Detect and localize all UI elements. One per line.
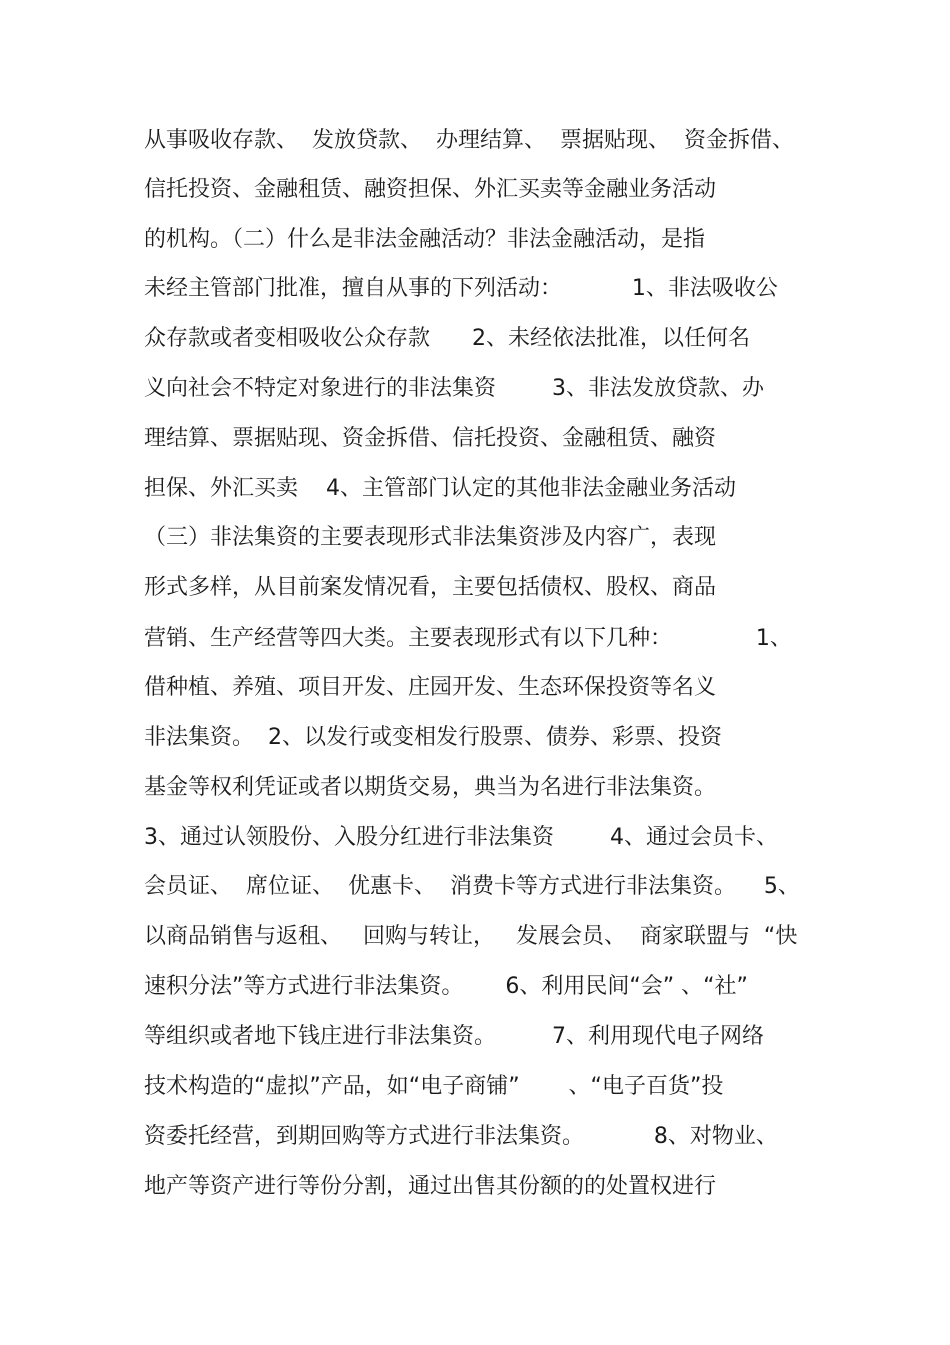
text-line: 速积分法”等方式进行非法集资。 6、利用民间“会” 、“社” xyxy=(144,974,748,999)
text-line: 3、通过认领股份、入股分红进行非法集资 4、通过会员卡、 xyxy=(144,825,778,850)
text-line: 未经主管部门批准，擅自从事的下列活动： 1、非法吸收公 xyxy=(144,276,778,301)
text-line: 借种植、养殖、项目开发、庄园开发、生态环保投资等名义 xyxy=(144,675,717,700)
text-line: 以商品销售与返租、 回购与转让， 发展会员、 商家联盟与 “快 xyxy=(144,924,798,949)
text-line: 营销、生产经营等四大类。主要表现形式有以下几种： 1、 xyxy=(144,626,792,651)
text-line: （三）非法集资的主要表现形式非法集资涉及内容广，表现 xyxy=(144,525,717,550)
text-line: 形式多样，从目前案发情况看，主要包括债权、股权、商品 xyxy=(144,575,717,600)
text-line: 义向社会不特定对象进行的非法集资 3、非法发放贷款、办 xyxy=(144,376,764,401)
text-line: 基金等权利凭证或者以期货交易，典当为名进行非法集资。 xyxy=(144,775,717,800)
text-line: 担保、外汇买卖 4、主管部门认定的其他非法金融业务活动 xyxy=(144,476,736,501)
text-line: 非法集资。 2、以发行或变相发行股票、债券、彩票、投资 xyxy=(144,725,722,750)
text-line: 信托投资、金融租赁、融资担保、外汇买卖等金融业务活动 xyxy=(144,177,717,202)
text-line: 等组织或者地下钱庄进行非法集资。 7、利用现代电子网络 xyxy=(144,1024,764,1049)
text-line: 会员证、 席位证、 优惠卡、 消费卡等方式进行非法集资。 5、 xyxy=(144,874,800,899)
text-line: 的机构。（二）什么是非法金融活动？非法金融活动，是指 xyxy=(144,227,706,252)
text-line: 技术构造的“虚拟”产品，如“电子商铺” 、“电子百货”投 xyxy=(144,1074,724,1099)
text-line: 资委托经营，到期回购等方式进行非法集资。 8、对物业、 xyxy=(144,1124,778,1149)
text-line: 地产等资产进行等份分割，通过出售其份额的的处置权进行 xyxy=(144,1174,717,1199)
text-line: 从事吸收存款、 发放贷款、 办理结算、 票据贴现、 资金拆借、 xyxy=(144,128,794,153)
text-line: 众存款或者变相吸收公众存款 2、未经依法批准，以任何名 xyxy=(144,326,750,351)
text-line: 理结算、票据贴现、资金拆借、信托投资、金融租赁、融资 xyxy=(144,426,717,451)
